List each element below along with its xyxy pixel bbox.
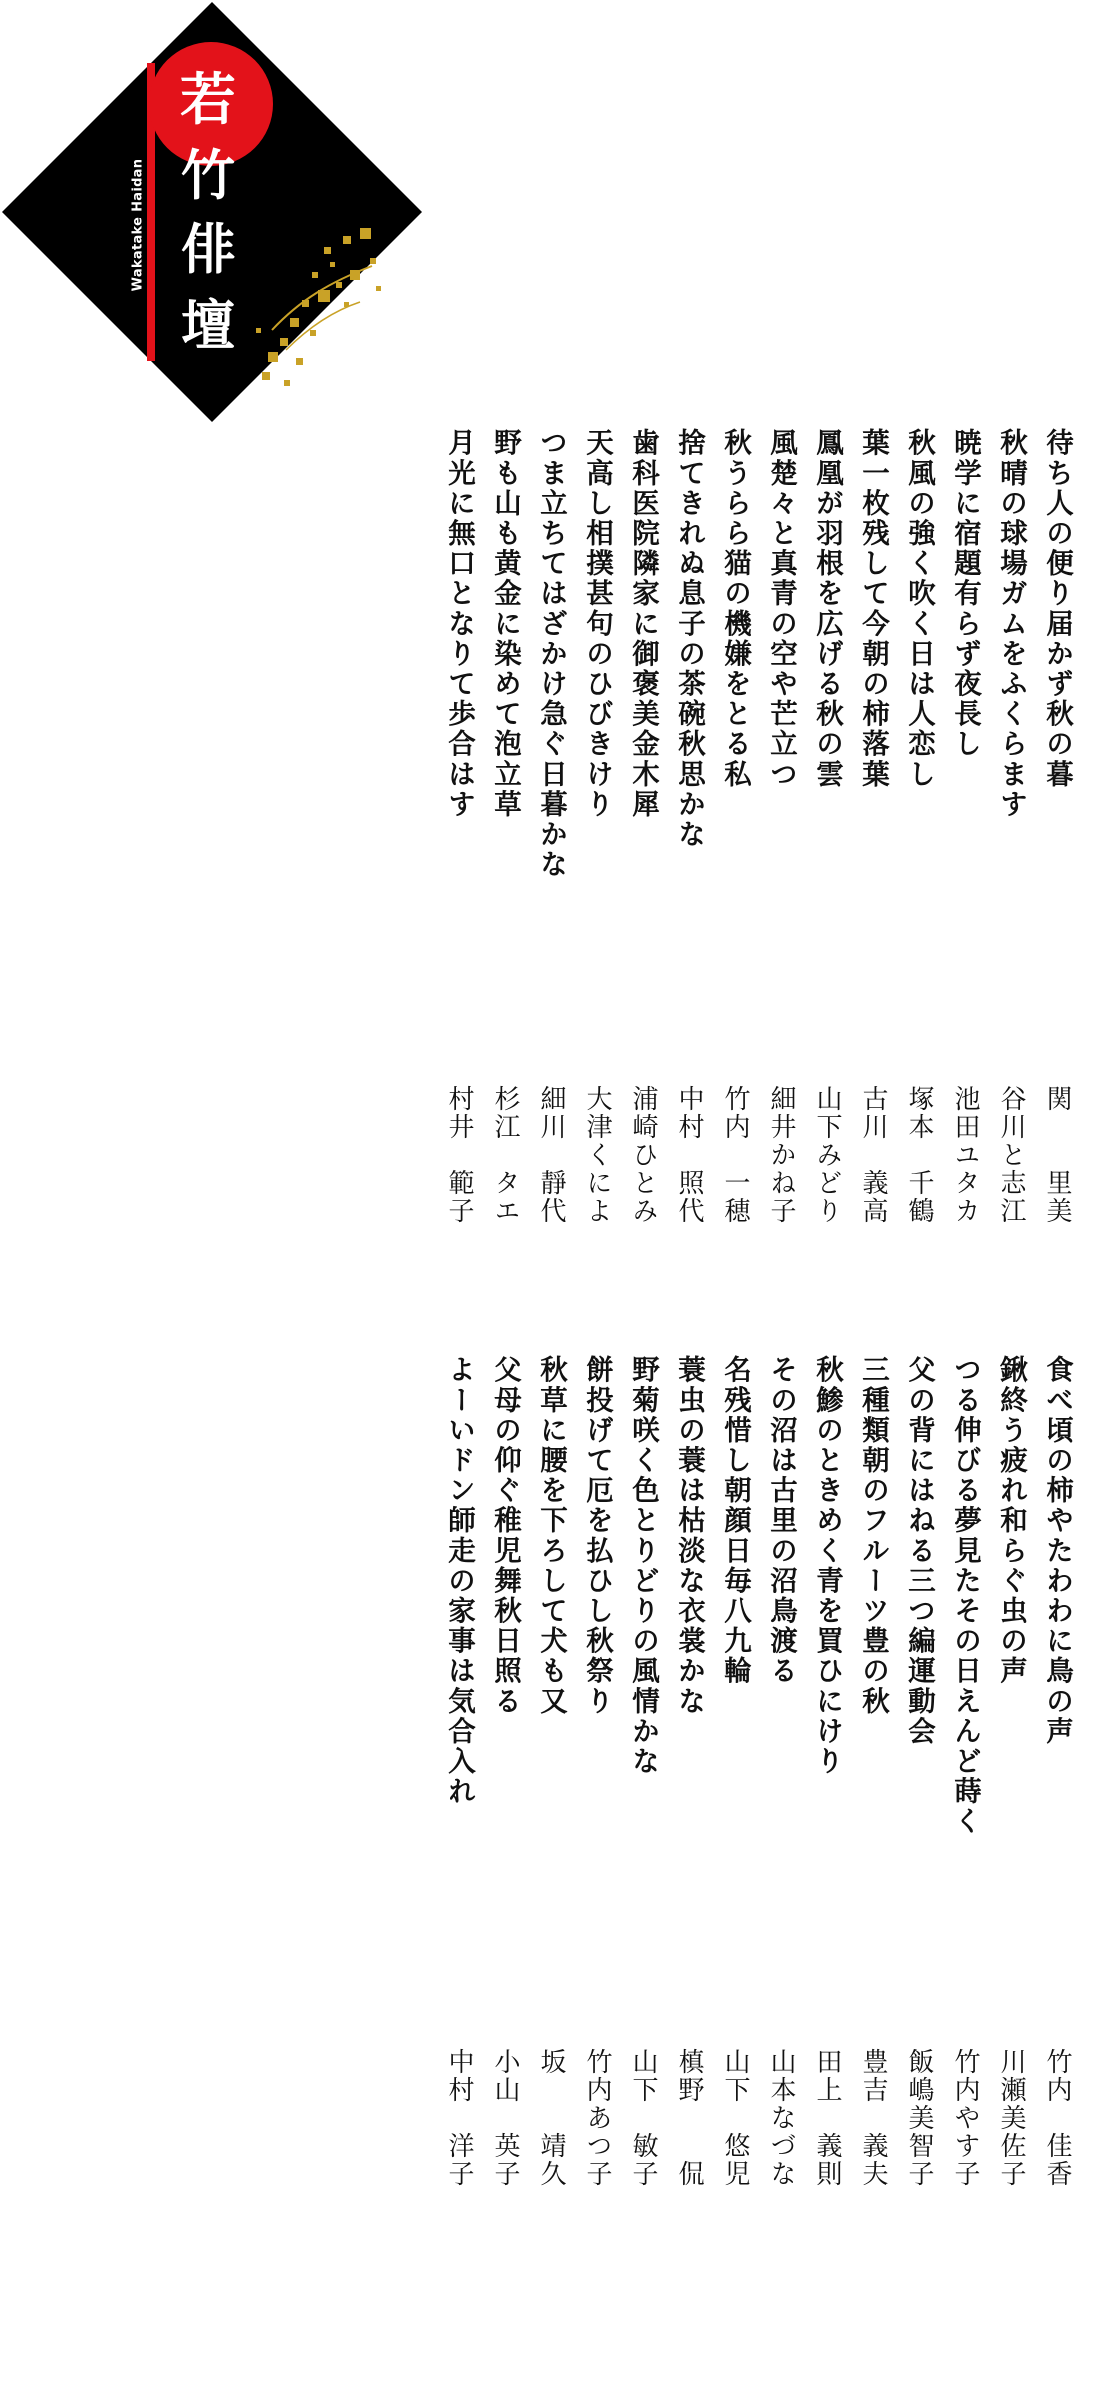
haiku-line: 餅投げて厄を払ひし秋祭り xyxy=(581,1355,613,1717)
author-name: 村井 範子 xyxy=(444,1085,474,1225)
author-name: 細井かね子 xyxy=(766,1085,796,1225)
haiku-line: 蓑虫の蓑は枯淡な衣裳かな xyxy=(673,1355,705,1717)
author-name: 塚本 千鶴 xyxy=(904,1085,934,1225)
haiku-line: 秋うらら猫の機嫌をとる私 xyxy=(719,428,751,790)
author-name: 竹内 一穂 xyxy=(720,1085,750,1225)
haiku-line: 父母の仰ぐ稚児舞秋日照る xyxy=(489,1355,521,1717)
logo-char-take: 竹 xyxy=(181,143,235,207)
author-name: 谷川と志江 xyxy=(996,1085,1026,1225)
author-name: 大津くによ xyxy=(582,1085,612,1225)
haiku-line: つる伸びる夢見たその日えんど蒔く xyxy=(949,1355,981,1837)
haiku-line: 暁学に宿題有らず夜長し xyxy=(949,428,981,760)
author-name: 槙野 侃 xyxy=(674,2048,704,2188)
author-name: 中村 洋子 xyxy=(444,2048,474,2188)
haiku-line: 葉一枚残して今朝の柿落葉 xyxy=(857,428,889,790)
author-name: 山下みどり xyxy=(812,1085,842,1225)
haiku-line: 父の背にはねる三つ編運動会 xyxy=(903,1355,935,1747)
author-name: 田上 義則 xyxy=(812,2048,842,2188)
author-name: 杉江 タエ xyxy=(490,1085,520,1225)
haiku-line: その沼は古里の沼鳥渡る xyxy=(765,1355,797,1687)
haiku-line: 秋晴の球場ガムをふくらます xyxy=(995,428,1027,820)
author-name: 古川 義高 xyxy=(858,1085,888,1225)
haiku-line: 秋鯵のときめく青を買ひにけり xyxy=(811,1355,843,1777)
author-name: 浦崎ひとみ xyxy=(628,1085,658,1225)
haiku-line: 待ち人の便り届かず秋の暮 xyxy=(1041,428,1073,790)
author-name: 竹内あつ子 xyxy=(582,2048,612,2188)
author-list-1 xyxy=(436,1085,1080,1265)
author-name: 池田ユタカ xyxy=(950,1085,980,1225)
logo-char-dan: 壇 xyxy=(181,293,235,357)
author-name: 山下 悠児 xyxy=(720,2048,750,2188)
logo-char-hai: 俳 xyxy=(181,217,235,281)
haiku-line: よーいドン師走の家事は気合入れ xyxy=(443,1355,475,1807)
haiku-line: つま立ちてはざかけ急ぐ日暮かな xyxy=(535,428,567,880)
haiku-line: 食べ頃の柿やたわわに鳥の声 xyxy=(1041,1355,1073,1747)
author-name: 山下 敏子 xyxy=(628,2048,658,2188)
author-name: 川瀬美佐子 xyxy=(996,2048,1026,2188)
author-name: 竹内やす子 xyxy=(950,2048,980,2188)
author-name: 小山 英子 xyxy=(490,2048,520,2188)
haiku-line: 野菊咲く色とりどりの風情かな xyxy=(627,1355,659,1777)
haiku-line: 捨てきれぬ息子の茶碗秋思かな xyxy=(673,428,705,850)
haiku-list-1 xyxy=(436,428,1080,948)
author-name: 中村 照代 xyxy=(674,1085,704,1225)
haiku-line: 秋草に腰を下ろして犬も又 xyxy=(535,1355,567,1717)
author-name: 坂 靖久 xyxy=(536,2048,566,2188)
logo-romaji: Wakatake Haidan xyxy=(130,158,146,292)
haiku-line: 鍬終う疲れ和らぐ虫の声 xyxy=(995,1355,1027,1687)
haiku-line: 名残惜し朝顔日毎八九輪 xyxy=(719,1355,751,1687)
author-name: 山本なづな xyxy=(766,2048,796,2188)
haiku-line: 野も山も黄金に染めて泡立草 xyxy=(489,428,521,820)
haiku-line: 歯科医院隣家に御褒美金木犀 xyxy=(627,428,659,820)
author-name: 豊吉 義夫 xyxy=(858,2048,888,2188)
author-name: 飯嶋美智子 xyxy=(904,2048,934,2188)
haiku-list-2 xyxy=(436,1355,1080,1875)
haiku-line: 秋風の強く吹く日は人恋し xyxy=(903,428,935,790)
author-name: 関 里美 xyxy=(1042,1085,1072,1225)
author-name: 竹内 佳香 xyxy=(1042,2048,1072,2188)
author-name: 細川 靜代 xyxy=(536,1085,566,1225)
haiku-line: 天高し相撲甚句のひびきけり xyxy=(581,428,613,820)
haiku-line: 月光に無口となりて歩合はす xyxy=(443,428,475,820)
haiku-line: 三種類朝のフルーツ豊の秋 xyxy=(857,1355,889,1717)
haiku-line: 鳳凰が羽根を広げる秋の雲 xyxy=(811,428,843,790)
haiku-line: 風楚々と真青の空や芒立つ xyxy=(765,428,797,790)
logo-char-waka: 若 xyxy=(180,67,236,133)
logo-graphic xyxy=(0,0,424,424)
wakatake-haidan-logo xyxy=(0,0,424,424)
author-list-2 xyxy=(436,2048,1080,2228)
